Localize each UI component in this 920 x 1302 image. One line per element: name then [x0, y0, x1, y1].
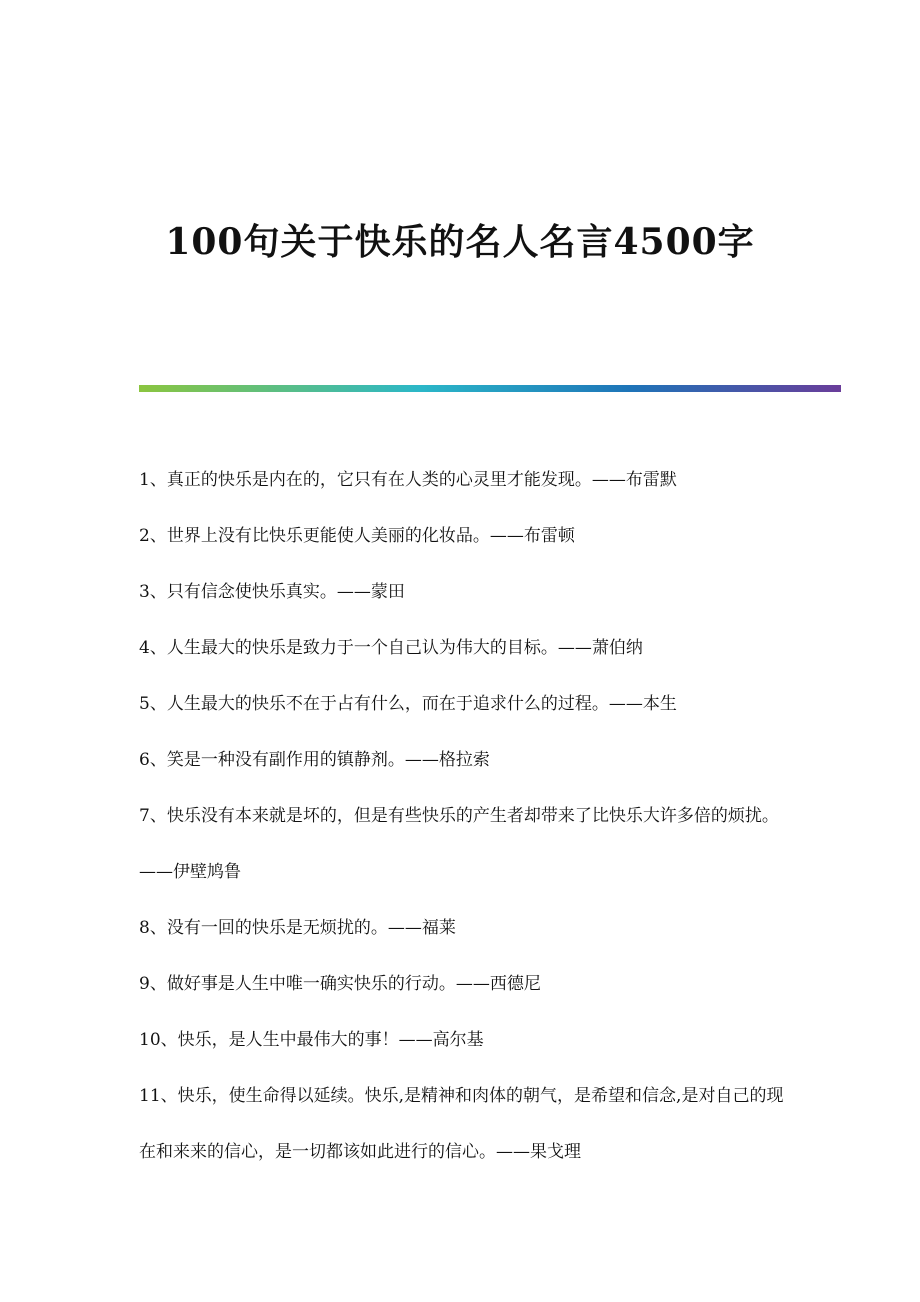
- quote-item: 4、人生最大的快乐是致力于一个自己认为伟大的目标。——萧伯纳: [139, 638, 643, 658]
- document-title: 100句关于快乐的名人名言4500字: [165, 221, 755, 263]
- quote-item: 1、真正的快乐是内在的，它只有在人类的心灵里才能发现。——布雷默: [139, 470, 677, 490]
- quote-item: 2、世界上没有比快乐更能使人美丽的化妆品。——布雷顿: [139, 526, 575, 546]
- quote-item: 6、笑是一种没有副作用的镇静剂。——格拉索: [139, 750, 490, 770]
- quote-item: 11、快乐，使生命得以延续。快乐,是精神和肉体的朝气，是希望和信念,是对自己的现在和来来的信心，是一切都该如此进行的信心。——果戈理: [139, 1086, 784, 1162]
- quote-item: 3、只有信念使快乐真实。——蒙田: [139, 582, 405, 602]
- quote-list: [139, 466, 799, 1194]
- quote-item: 8、没有一回的快乐是无烦扰的。——福莱: [139, 918, 456, 938]
- quote-item: 5、人生最大的快乐不在于占有什么，而在于追求什么的过程。——本生: [139, 694, 677, 714]
- quote-item: 9、做好事是人生中唯一确实快乐的行动。——西德尼: [139, 974, 541, 994]
- quote-item: 7、快乐没有本来就是坏的，但是有些快乐的产生者却带来了比快乐大许多倍的烦扰。——伊壁鸠鲁: [139, 806, 779, 882]
- quote-item: 10、快乐，是人生中最伟大的事！——高尔基: [139, 1030, 484, 1050]
- title-divider: [139, 385, 841, 392]
